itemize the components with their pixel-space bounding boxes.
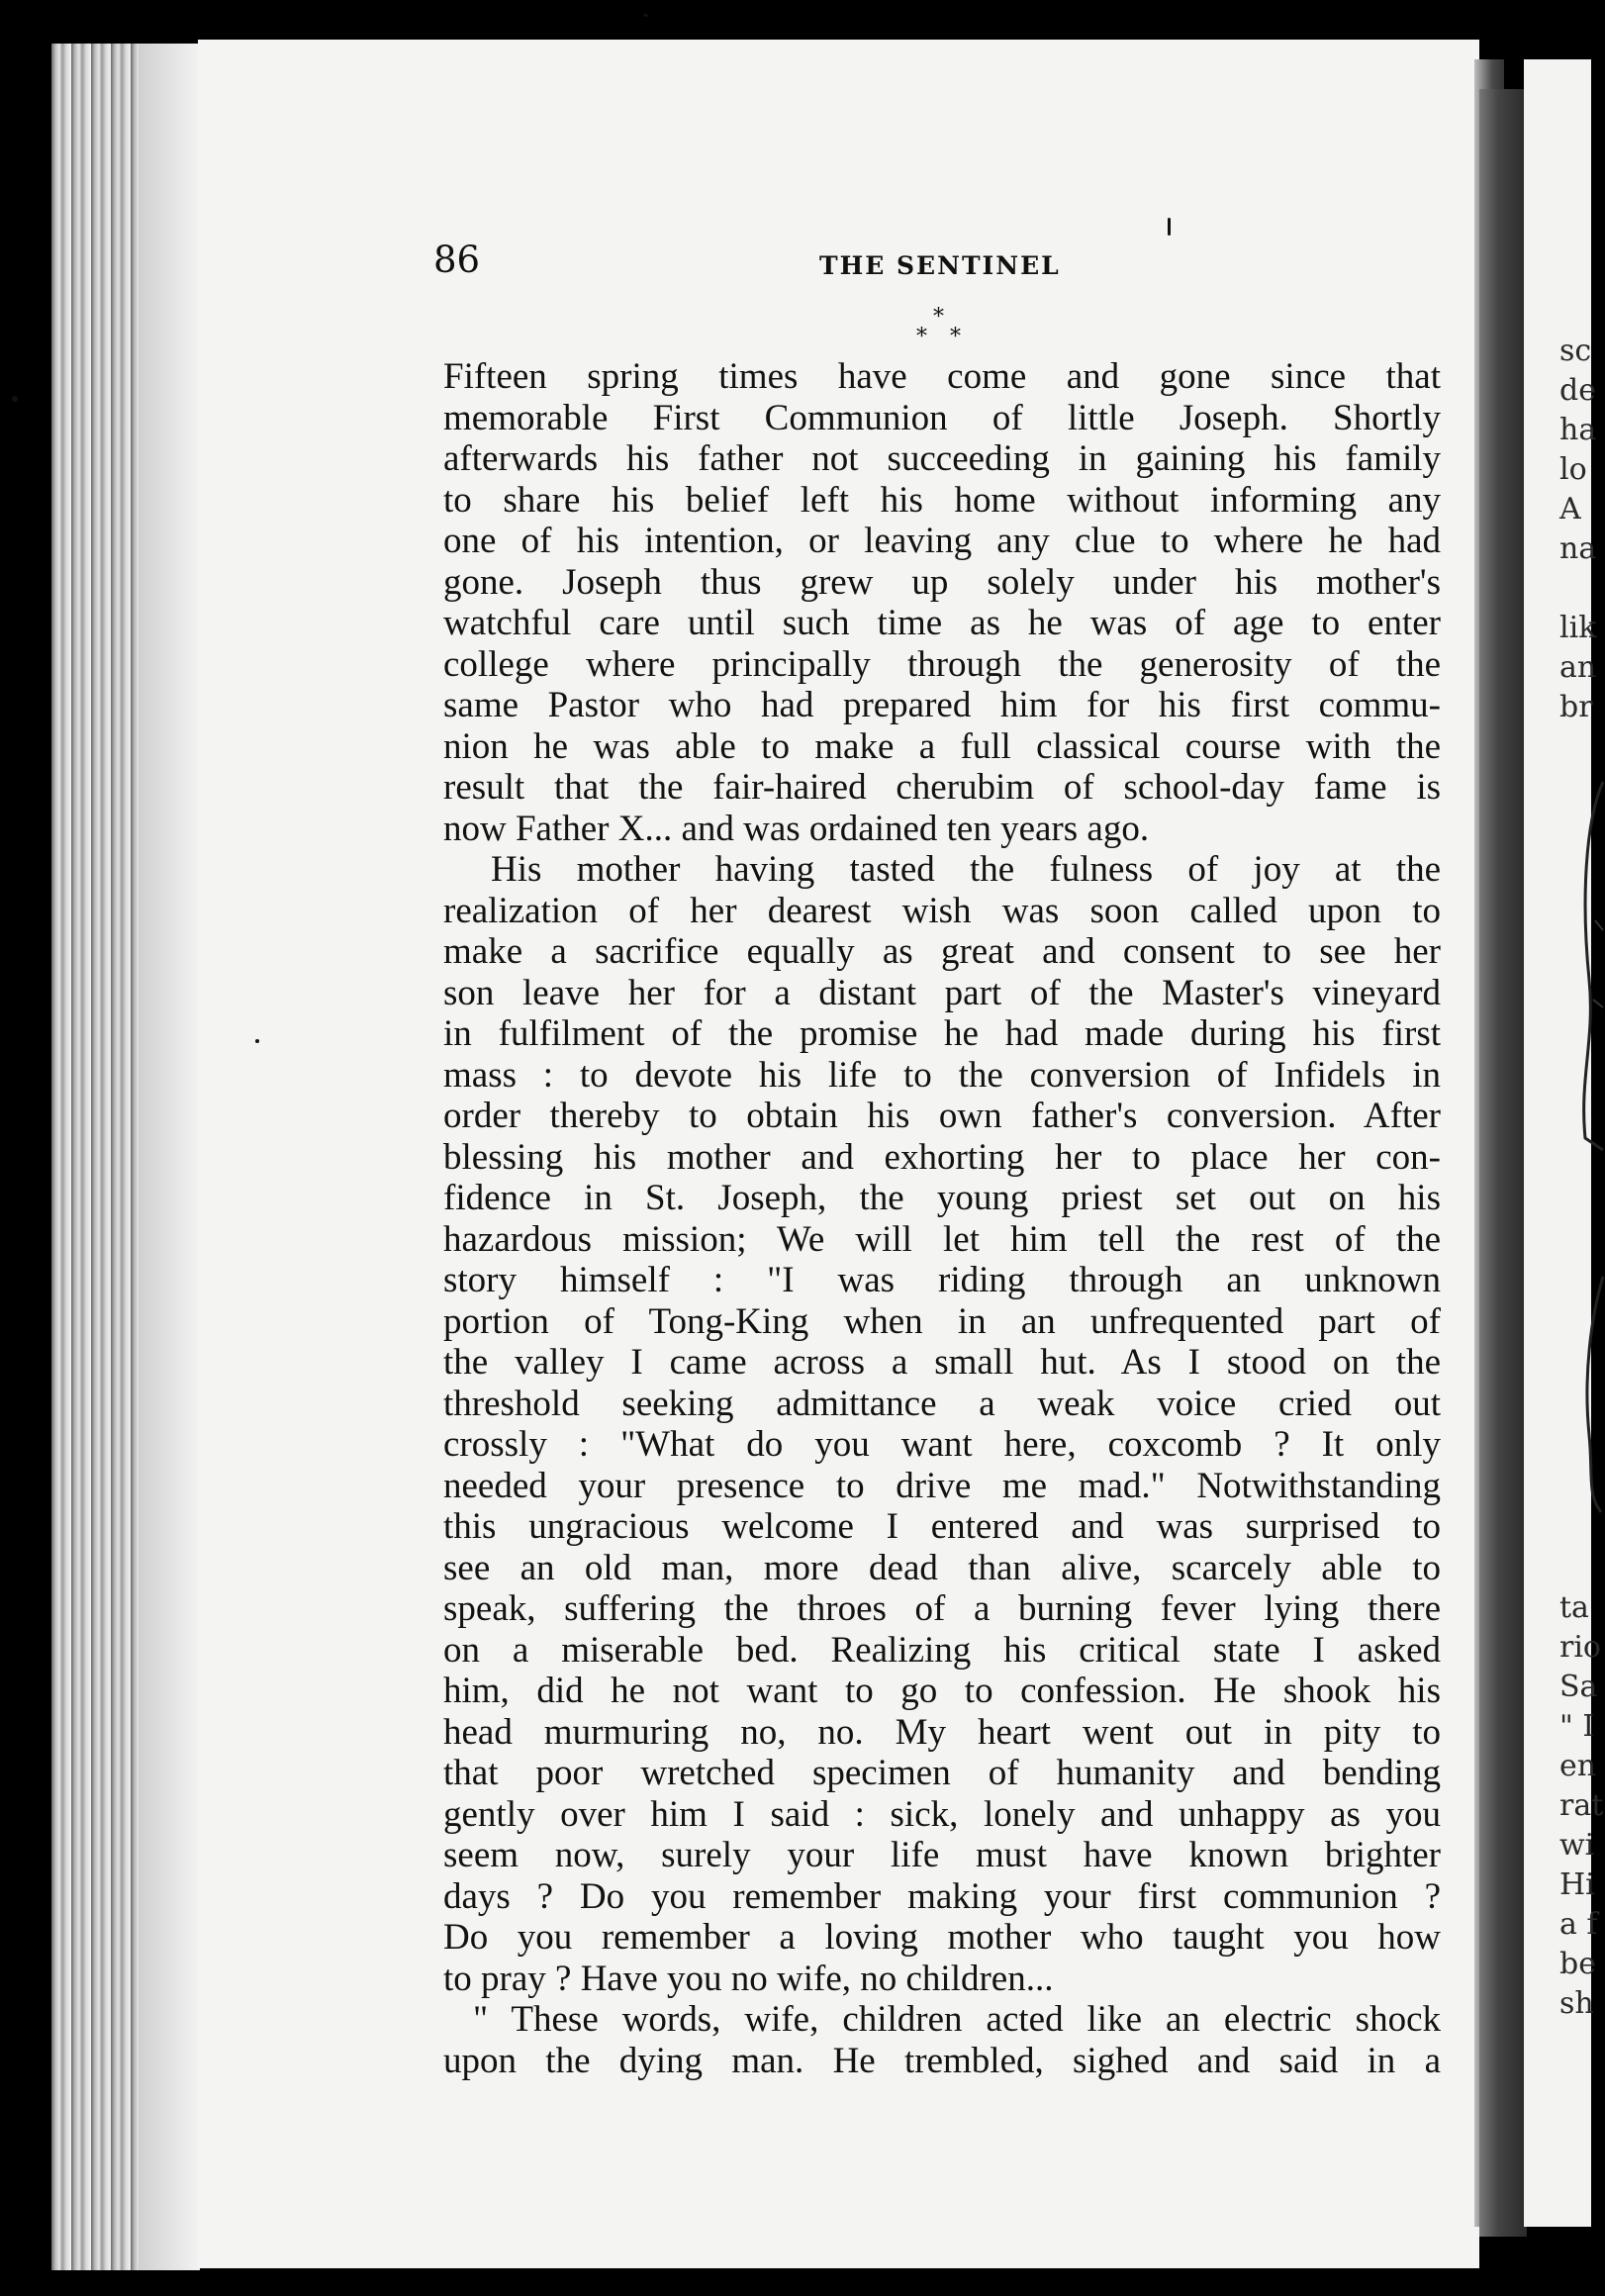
facing-page-fragment: lo <box>1559 452 1587 487</box>
facing-page-fragment: A <box>1559 492 1581 526</box>
text-line: same Pastor who had prepared him for his first commu- <box>443 685 1441 725</box>
text-line: one of his intention, or leaving any clue to where he had <box>443 521 1441 561</box>
facing-page-fragment: en <box>1559 1749 1597 1783</box>
section-break-asterism <box>916 307 966 352</box>
page-number: 86 <box>433 239 481 281</box>
text-line: order thereby to obtain his own father's conversion. After <box>443 1096 1441 1136</box>
text-line: that poor wretched specimen of humanity and bending <box>443 1753 1441 1793</box>
text-line: His mother having tasted the fulness of joy at the <box>491 849 1441 890</box>
facing-page-fragment: lik <box>1559 611 1597 645</box>
text-line: result that the fair-haired cherubim of school-day fame is <box>443 767 1441 808</box>
scan-speck <box>643 14 648 17</box>
text-line: fidence in St. Joseph, the young priest set out on his <box>443 1178 1441 1218</box>
text-line: in fulfilment of the promise he had made during his first <box>443 1013 1441 1054</box>
text-line: to pray ? Have you no wife, no children... <box>443 1958 1054 1999</box>
running-head: THE SENTINEL <box>819 251 1061 280</box>
text-line: needed your presence to drive me mad." Notwithstanding <box>443 1465 1441 1506</box>
facing-page-illustration-edge <box>1575 782 1605 1514</box>
text-line: head murmuring no, no. My heart went out in pity to <box>443 1711 1441 1753</box>
facing-page-fragment: sc <box>1559 334 1592 368</box>
facing-page-fragment: a f <box>1559 1907 1598 1942</box>
facing-page-fragment: na <box>1559 531 1597 566</box>
gutter-shadow-dark <box>1479 89 1527 2237</box>
text-line: now Father X... and was ordained ten years ago. <box>443 808 1150 849</box>
text-line: him, did he not want to go to confession. He shook his <box>443 1671 1441 1711</box>
text-line: make a sacrifice equally as great and consent to see her <box>443 931 1441 972</box>
scan-speck <box>1168 218 1171 236</box>
text-line: upon the dying man. He trembled, sighed and said in a <box>443 2040 1441 2081</box>
facing-page-fragment: sh <box>1559 1986 1594 2021</box>
text-line: threshold seeking admittance a weak voice cried out <box>443 1383 1441 1424</box>
text-line: Fifteen spring times have come and gone since that <box>443 356 1441 397</box>
text-line: mass : to devote his life to the conversion of Infidels in <box>443 1054 1441 1096</box>
text-line: gone. Joseph thus grew up solely under his mother's <box>443 561 1441 603</box>
page-edge-shade <box>139 44 200 2270</box>
text-line: gently over him I said : sick, lonely and unhappy as you <box>443 1793 1441 1835</box>
facing-page-fragment: ta <box>1559 1590 1589 1625</box>
facing-page-fragment: an <box>1559 650 1597 685</box>
text-line: realization of her dearest wish was soon called upon to <box>443 890 1441 931</box>
text-line: speak, suffering the throes of a burning fever lying there <box>443 1588 1441 1629</box>
text-line: college where principally through the generosity of the <box>443 643 1441 685</box>
text-line: blessing his mother and exhorting her to place her con- <box>443 1136 1441 1178</box>
asterism-star-top: * <box>933 305 944 330</box>
facing-page-fragment: rat <box>1559 1788 1604 1823</box>
text-line: portion of Tong-King when in an unfrequented part of <box>443 1300 1441 1342</box>
scan-speck <box>255 1039 259 1043</box>
facing-page-fragment: be <box>1559 1947 1596 1981</box>
text-line: crossly : "What do you want here, coxcomb ? It only <box>443 1424 1441 1465</box>
text-line: on a miserable bed. Realizing his critical state I asked <box>443 1629 1441 1671</box>
text-line: watchful care until such time as he was of age to enter <box>443 603 1441 643</box>
text-line: memorable First Communion of little Joseph. Shortly <box>443 397 1441 438</box>
facing-page-fragment: de <box>1559 373 1596 408</box>
facing-page-fragment: br <box>1559 690 1593 724</box>
text-line: son leave her for a distant part of the Master's vineyard <box>443 972 1441 1013</box>
body-text <box>443 356 1441 2081</box>
text-line: nion he was able to make a full classical course with the <box>443 725 1441 767</box>
text-line: story himself : "I was riding through an unknown <box>443 1260 1441 1300</box>
text-line: Do you remember a loving mother who taught you how <box>443 1917 1441 1958</box>
facing-page-fragment: Hi <box>1559 1867 1595 1902</box>
facing-page-fragment: wi <box>1559 1828 1595 1863</box>
text-line: afterwards his father not succeeding in gaining his family <box>443 438 1441 479</box>
text-line: days ? Do you remember making your first communion ? <box>443 1875 1441 1917</box>
facing-page-fragment: " I <box>1559 1709 1595 1744</box>
scan-speck <box>12 396 18 402</box>
text-line: " These words, wife, children acted like an electric shock <box>473 1999 1441 2040</box>
asterism-star-left: * <box>916 325 927 349</box>
facing-page-sliver <box>1524 59 1604 2227</box>
facing-page-fragment: Sa <box>1559 1670 1598 1704</box>
text-line: hazardous mission; We will let him tell the rest of the <box>443 1218 1441 1260</box>
facing-page-fragment: rio <box>1559 1630 1601 1665</box>
asterism-star-right: * <box>950 325 961 349</box>
text-line: seem now, surely your life must have known brighter <box>443 1835 1441 1875</box>
text-line: this ungracious welcome I entered and was surprised to <box>443 1506 1441 1547</box>
text-line: the valley I came across a small hut. As I stood on the <box>443 1342 1441 1383</box>
text-line: see an old man, more dead than alive, scarcely able to <box>443 1547 1441 1588</box>
text-line: to share his belief left his home without informing any <box>443 479 1441 521</box>
facing-page-fragment: ha <box>1559 413 1597 447</box>
